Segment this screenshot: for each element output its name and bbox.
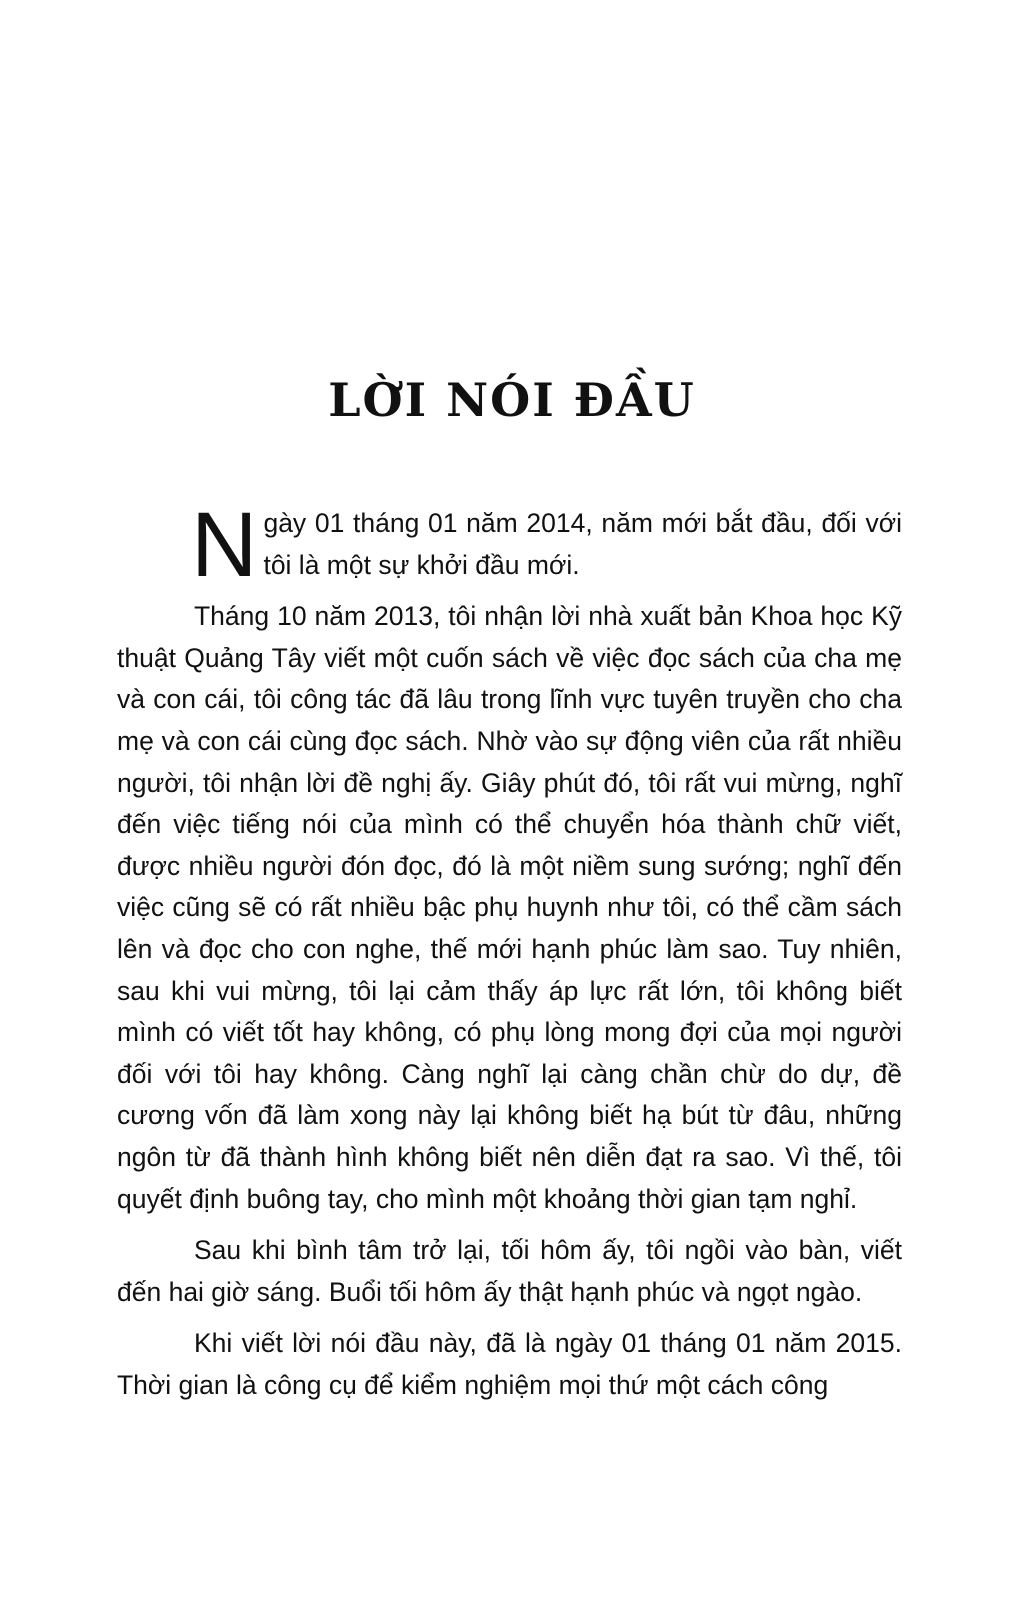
paragraph-1-text: gày 01 tháng 01 năm 2014, năm mới bắt đầu, đối với tôi là một sự khởi đầu mới. xyxy=(263,508,902,580)
body-text xyxy=(117,494,902,1416)
drop-cap: N xyxy=(191,494,258,596)
paragraph-1 xyxy=(117,494,902,596)
paragraph-2: Tháng 10 năm 2013, tôi nhận lời nhà xuất bản Khoa học Kỹ thuật Quảng Tây viết một cuốn sách về việc đọc sách của cha mẹ và con cái, tôi công tác đã lâu trong lĩnh vực tuyên truyền cho cha mẹ và con cái cùng đọc sách. Nhờ vào sự động viên của rất nhiều người, tôi nhận lời đề nghị ấy. Giây phút đó, tôi rất vui mừng, nghĩ đến việc tiếng nói của mình có thể chuyển hóa thành chữ viết, được nhiều người đón đọc, đó là một niềm sung sướng; nghĩ đến việc cũng sẽ có rất nhiều bậc phụ huynh như tôi, có thể cầm sách lên và đọc cho con nghe, thế mới hạnh phúc làm sao. Tuy nhiên, sau khi vui mừng, tôi lại cảm thấy áp lực rất lớn, tôi không biết mình có viết tốt hay không, có phụ lòng mong đợi của mọi người đối với tôi hay không. Càng nghĩ lại càng chần chừ do dự, đề cương vốn đã làm xong này lại không biết hạ bút từ đâu, những ngôn từ đã thành hình không biết nên diễn đạt ra sao. Vì thế, tôi quyết định buông tay, cho mình một khoảng thời gian tạm nghỉ. xyxy=(117,601,902,1214)
page-title: LỜI NÓI ĐẦU xyxy=(328,373,696,427)
paragraph-4: Khi viết lời nói đầu này, đã là ngày 01 tháng 01 năm 2015. Thời gian là công cụ để kiểm nghiệm mọi thứ một cách công xyxy=(117,1328,902,1400)
paragraph-3: Sau khi bình tâm trở lại, tối hôm ấy, tôi ngồi vào bàn, viết đến hai giờ sáng. Buổi tối hôm ấy thật hạnh phúc và ngọt ngào. xyxy=(117,1235,902,1307)
